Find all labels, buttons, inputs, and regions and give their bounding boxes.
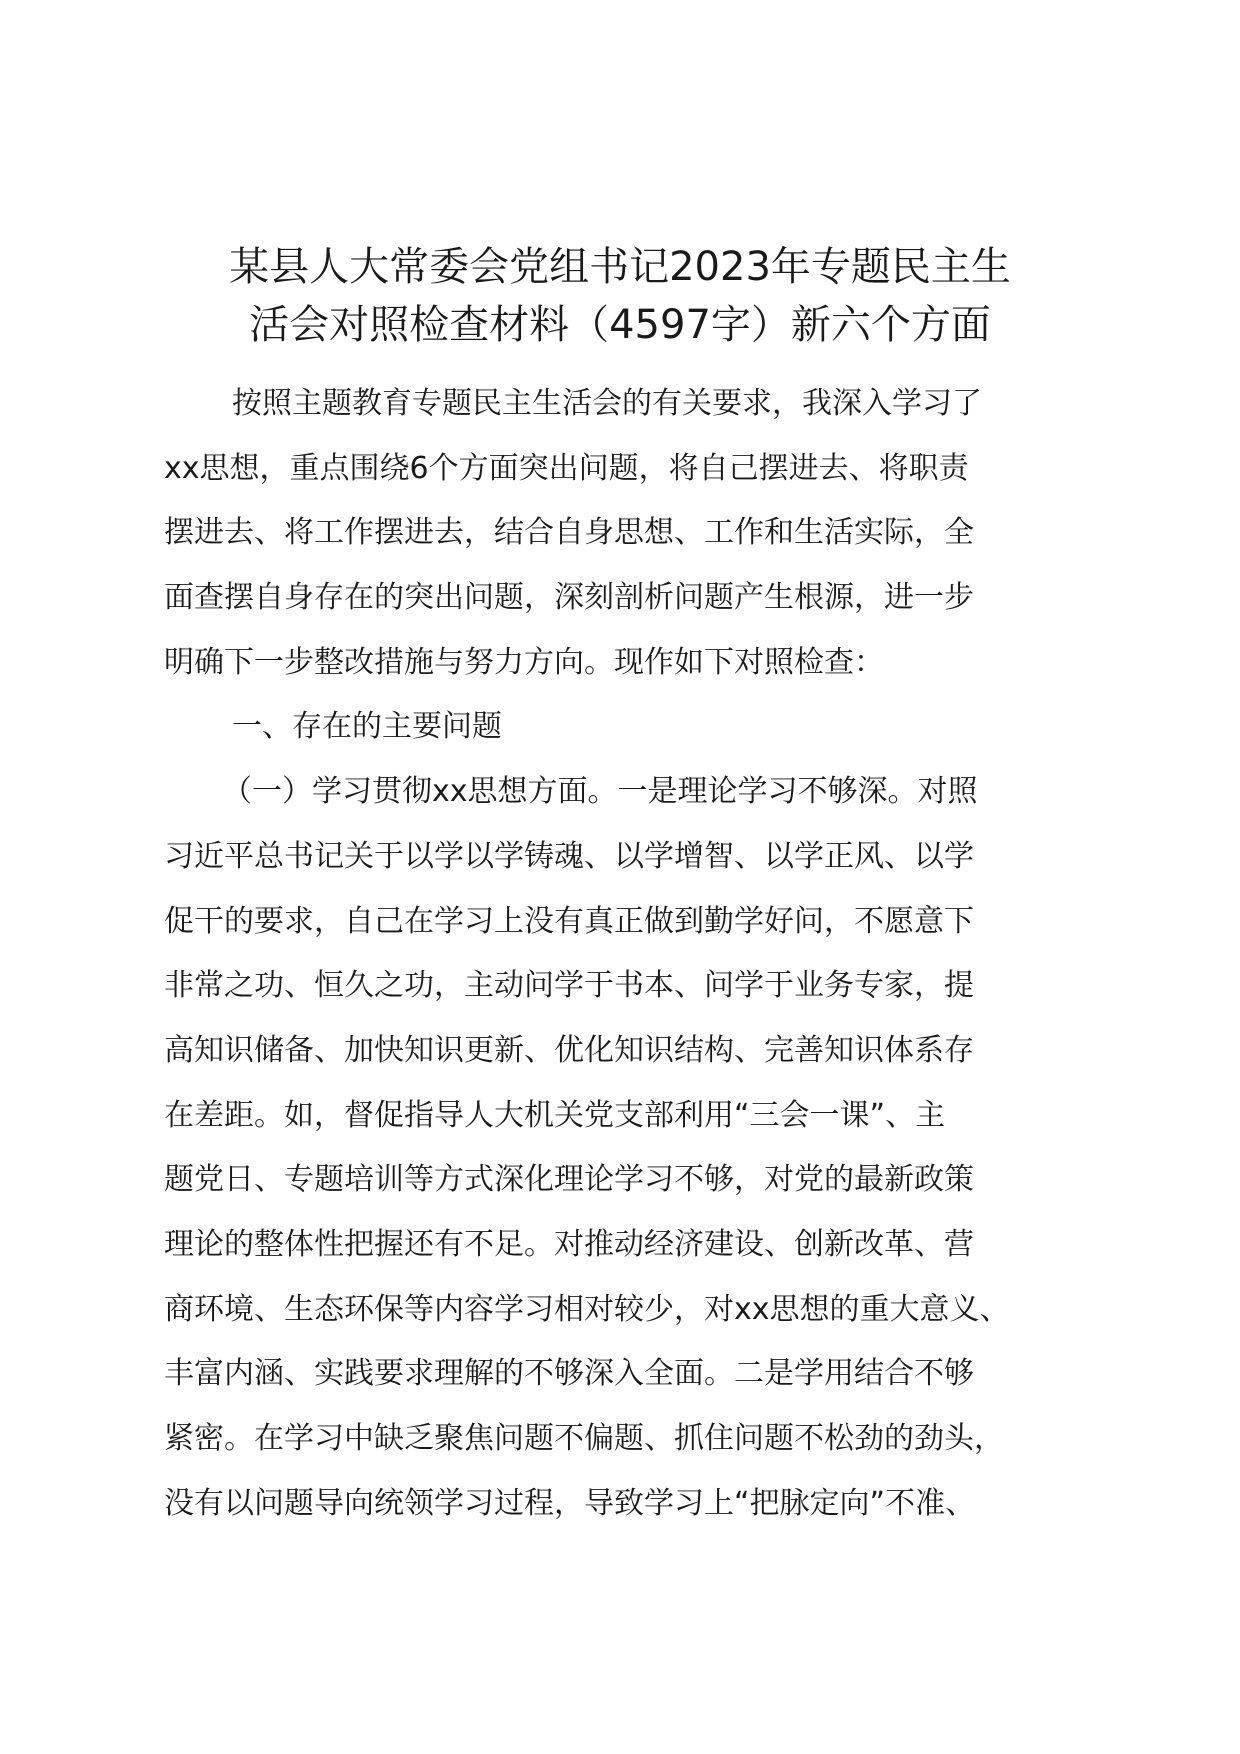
- paragraph-line: 理论的整体性把握还有不足。对推动经济建设、创新改革、营: [164, 1226, 974, 1262]
- paragraph-line: 丰富内涵、实践要求理解的不够深入全面。二是学用结合不够: [164, 1356, 974, 1392]
- paragraph-line: 摆进去、将工作摆进去，结合自身思想、工作和生活实际，全: [164, 515, 974, 551]
- paragraph-line: 促干的要求，自己在学习上没有真正做到勤学好问，不愿意下: [164, 903, 974, 939]
- document-body: [164, 372, 1084, 1536]
- paragraph-line: 高知识储备、加快知识更新、优化知识结构、完善知识体系存: [164, 1032, 974, 1068]
- paragraph-line: 在差距。如，督促指导人大机关党支部利用“三会一课”、主: [164, 1097, 946, 1133]
- paragraph-line: 题党日、专题培训等方式深化理论学习不够，对党的最新政策: [164, 1162, 974, 1198]
- paragraph-line: 没有以问题导向统领学习过程，导致学习上“把脉定向”不准、: [164, 1485, 976, 1521]
- paragraph-line: 习近平总书记关于以学以学铸魂、以学增智、以学正风、以学: [164, 838, 974, 874]
- paragraph-line: 面查摆自身存在的突出问题，深刻剖析问题产生根源，进一步: [164, 580, 974, 616]
- paragraph-line: 明确下一步整改措施与努力方向。现作如下对照检查：: [164, 644, 884, 680]
- title-line-2: 活会对照检查材料（4597字）新六个方面: [249, 302, 991, 348]
- paragraph-line: （一）学习贯彻xx思想方面。一是理论学习不够深。对照: [222, 774, 978, 810]
- title-line-1: 某县人大常委会党组书记2023年专题民主生: [229, 244, 1011, 290]
- section-heading: 一、存在的主要问题: [232, 709, 502, 745]
- paragraph-line: 非常之功、恒久之功，主动问学于书本、问学于业务专家，提: [164, 968, 974, 1004]
- paragraph-line: 紧密。在学习中缺乏聚焦问题不偏题、抓住问题不松劲的劲头，: [164, 1421, 1004, 1456]
- paragraph-line: 按照主题教育专题民主生活会的有关要求，我深入学习了: [232, 386, 982, 421]
- document-title: [150, 238, 1090, 354]
- paragraph-line: 商环境、生态环保等内容学习相对较少，对xx思想的重大意义、: [164, 1291, 1010, 1327]
- paragraph-line: xx思想，重点围绕6个方面突出问题，将自己摆进去、将职责: [164, 450, 969, 486]
